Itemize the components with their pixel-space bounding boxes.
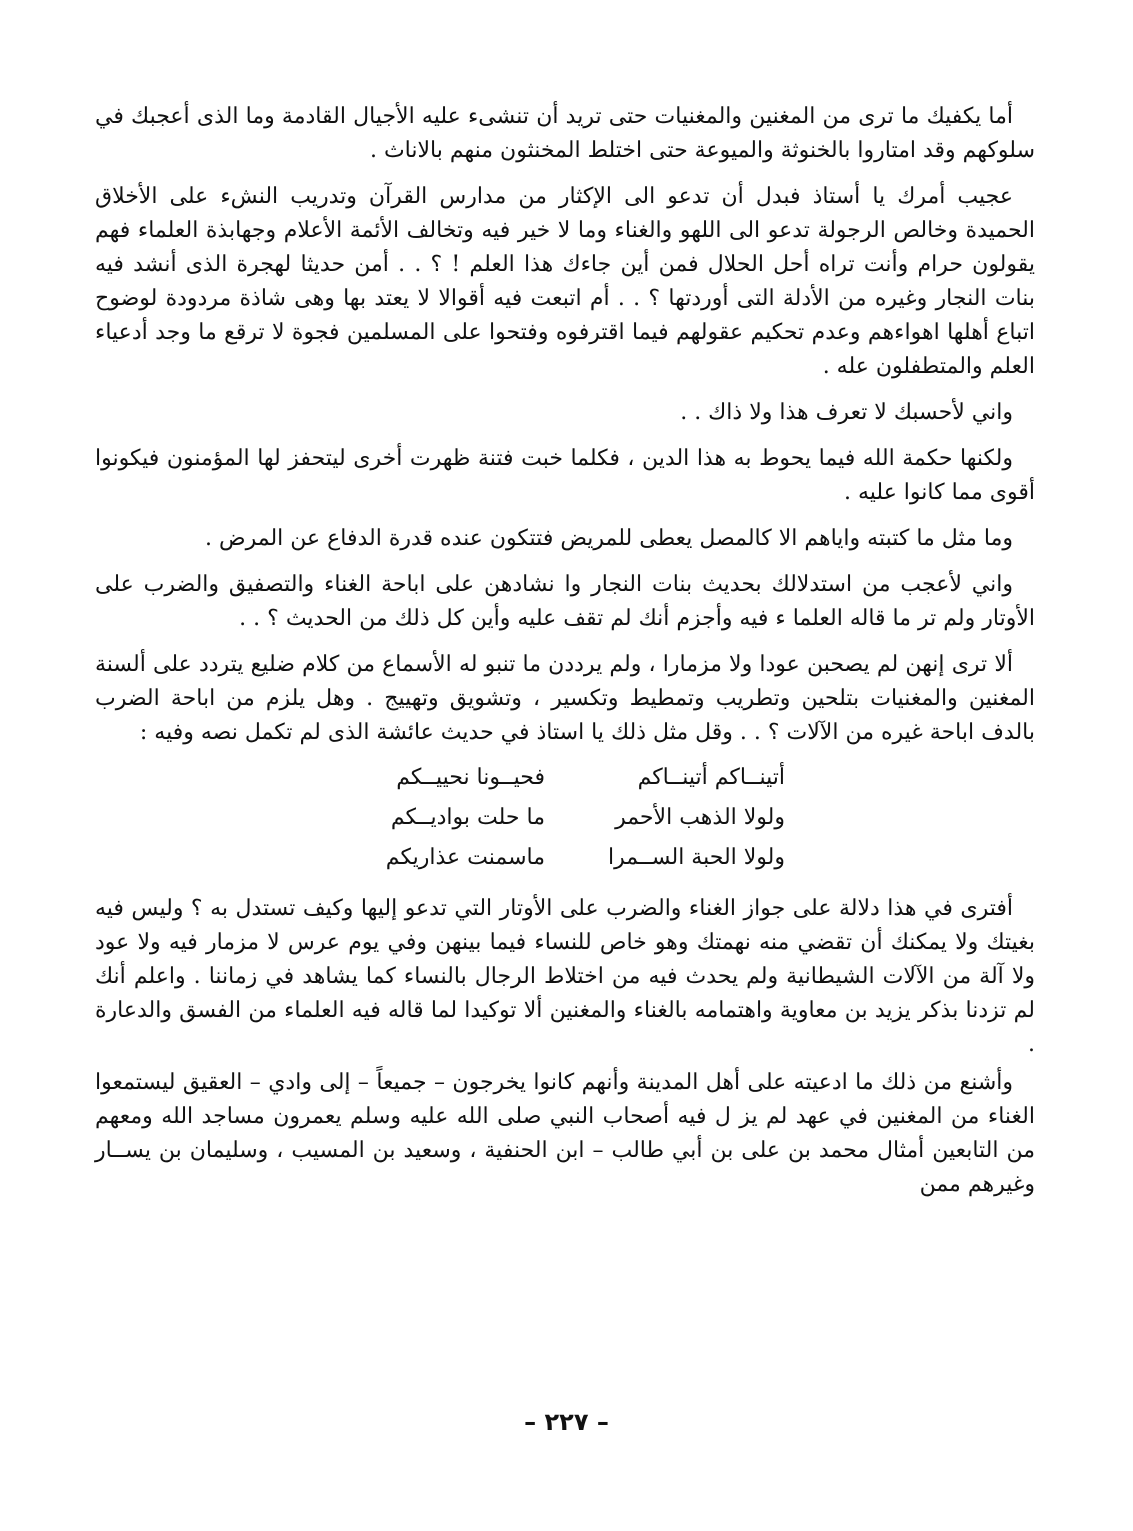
- paragraph-1: أما يكفيك ما ترى من المغنين والمغنيات حتى تريد أن تنشىء عليه الأجيال القادمة وما الذى أعجبك في سلوكهم وقد امتاروا بالخنوثة والميوعة حتى اختلط المخنثون منهم بالاناث .: [95, 104, 1035, 163]
- verse-second-hemistich: ما حلت بواديــكم: [390, 805, 545, 830]
- poem-verse: [345, 838, 785, 878]
- paragraph-4: ولكنها حكمة الله فيما يحوط به هذا الدين ، فكلما خبت فتنة ظهرت أخرى ليتحفز لها المؤمنون فيكونوا أقوى مما كانوا عليه .: [95, 446, 1035, 505]
- page-body: [95, 100, 1035, 1214]
- poem-block: [345, 758, 785, 878]
- poem-verse: [345, 758, 785, 798]
- paragraph-8: أفترى في هذا دلالة على جواز الغناء والضرب على الأوتار التي تدعو إليها وكيف تستدل به ؟ وليس فيه بغيتك ولا يمكنك أن تقضي منه نهمتك وهو خاص للنساء فيما بينهن وفي يوم عرس لا مزمار فيه ولا عود ولا آلة من الآلات الشيطانية ولم يحدث فيه من اختلاط الرجال بالنساء كما يشاهد في زماننا . واعلم أنك لم تزدنا بذكر يزيد بن معاوية واهتمامه بالغناء والمغنين ألا توكيدا لما قاله فيه العلماء من الفسق والدعارة .: [95, 896, 1035, 1057]
- verse-first-hemistich: ولولا الحبة الســمرا: [608, 845, 785, 870]
- verse-first-hemistich: ولولا الذهب الأحمر: [615, 805, 785, 830]
- paragraph-2: عجيب أمرك يا أستاذ فبدل أن تدعو الى الإكثار من مدارس القرآن وتدريب النشء على الأخلاق الحميدة وخالص الرجولة تدعو الى اللهو والغناء وما لا خير فيه وتخالف الأئمة الأعلام وجهابذة العلماء فهم يقولون حرام وأنت تراه أحل الحلال فمن أين جاءك هذا العلم ! ؟ . . أمن حديثا لهجرة الذى أنشد فيه بنات النجار وغيره من الأدلة التى أوردتها ؟ . . أم اتبعت فيه أقوالا لا يعتد بها وهى شاذة مردودة لوضوح اتباع أهلها اهواءهم وعدم تحكيم عقولهم فيما اقترفوه وفتحوا على المسلمين فجوة لا ترقع ما وجد أدعياء العلم والمتطفلون عله .: [95, 184, 1035, 379]
- paragraph-5: وما مثل ما كتبته واياهم الا كالمصل يعطى للمريض فتتكون عنده قدرة الدفاع عن المرض .: [205, 526, 1013, 551]
- paragraph-7: ألا ترى إنهن لم يصحبن عودا ولا مزمارا ، ولم يرددن ما تنبو له الأسماع من كلام ضليع يتردد على ألسنة المغنين والمغنيات بتلحين وتطريب وتمطيط وتكسير ، وتشويق وتهييج . وهل يلزم من اباحة الضرب بالدف اباحة غيره من الآلات ؟ . . وقل مثل ذلك يا استاذ في حديث عائشة الذى لم تكمل نصه وفيه :: [95, 652, 1035, 745]
- paragraph-6: واني لأعجب من استدلالك بحديث بنات النجار وا نشادهن على اباحة الغناء والتصفيق والضرب على الأوتار ولم تر ما قاله العلما ء فيه وأجزم أنك لم تقف عليه وأين كل ذلك من الحديث ؟ . .: [95, 572, 1035, 631]
- verse-second-hemistich: فحيــونا نحييــكم: [396, 765, 545, 790]
- poem-verse: [345, 798, 785, 838]
- page-number: – ٢٢٧ –: [524, 1408, 609, 1436]
- paragraph-3: واني لأحسبك لا تعرف هذا ولا ذاك . .: [680, 400, 1013, 425]
- verse-second-hemistich: ماسمنت عذاريكم: [385, 845, 545, 870]
- paragraph-9: وأشنع من ذلك ما ادعيته على أهل المدينة وأنهم كانوا يخرجون – جميعاً – إلى وادي – العقيق ليستمعوا الغناء من المغنين في عهد لم يز ل فيه أصحاب النبي صلى الله عليه وسلم يعمرون مساجد الله ومعهم من التابعين أمثال محمد بن على بن أبي طالب – ابن الحنفية ، وسعيد بن المسيب ، وسليمان بن يســار وغيرهم ممن: [95, 1070, 1035, 1197]
- verse-first-hemistich: أتينــاكم أتينــاكم: [637, 765, 785, 790]
